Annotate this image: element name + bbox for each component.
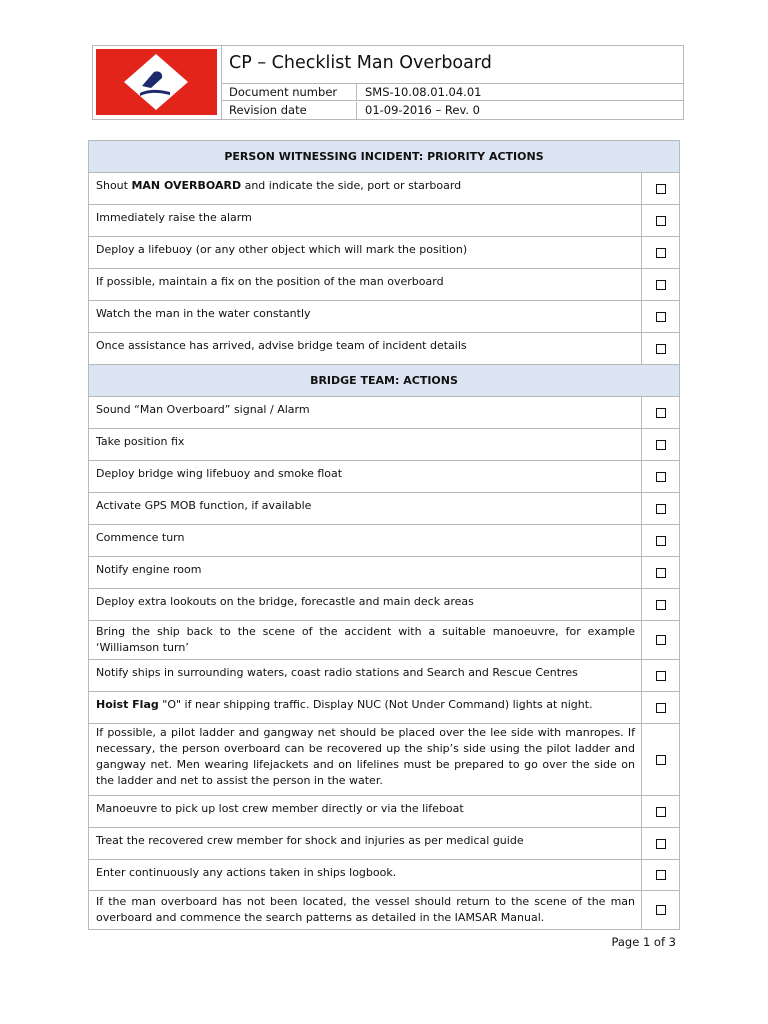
checkbox[interactable] bbox=[656, 408, 666, 418]
checkbox[interactable] bbox=[656, 184, 666, 194]
checklist-item-text bbox=[89, 333, 642, 364]
checkbox-cell bbox=[642, 860, 679, 890]
item-text-body: Enter continuously any actions taken in ships logbook. bbox=[96, 866, 397, 879]
document-header bbox=[92, 45, 684, 120]
checklist-table bbox=[88, 140, 680, 930]
checklist-item bbox=[89, 796, 679, 828]
item-text-body: If possible, maintain a fix on the position of the man overboard bbox=[96, 275, 444, 288]
checkbox-cell bbox=[642, 621, 679, 659]
item-text-body: Bring the ship back to the scene of the accident with a suitable manoeuvre, for example ‘Williamson turn’ bbox=[96, 625, 635, 654]
item-text-body: If the man overboard has not been located, the vessel should return to the scene of the man overboard and commence the search patterns as detailed in the IAMSAR Manual. bbox=[96, 895, 635, 924]
checkbox[interactable] bbox=[656, 312, 666, 322]
checkbox-cell bbox=[642, 891, 679, 929]
checklist-item bbox=[89, 333, 679, 365]
checklist-item bbox=[89, 173, 679, 205]
checklist-item-text bbox=[89, 173, 642, 204]
checkbox-cell bbox=[642, 301, 679, 332]
checklist-item-text bbox=[89, 525, 642, 556]
checkbox[interactable] bbox=[656, 807, 666, 817]
revision-date-value: 01-09-2016 – Rev. 0 bbox=[365, 103, 480, 117]
revision-date-label: Revision date bbox=[222, 102, 357, 119]
checklist-item-text bbox=[89, 724, 642, 795]
item-text-body: Sound “Man Overboard” signal / Alarm bbox=[96, 403, 310, 416]
revision-date-row bbox=[222, 102, 683, 119]
section-heading: BRIDGE TEAM: ACTIONS bbox=[89, 365, 679, 397]
item-text-emphasis: MAN OVERBOARD bbox=[131, 179, 242, 192]
logo-cell bbox=[93, 46, 222, 119]
document-number-row bbox=[222, 84, 683, 101]
checkbox-cell bbox=[642, 724, 679, 795]
checklist-item-text bbox=[89, 205, 642, 236]
checkbox[interactable] bbox=[656, 536, 666, 546]
item-text-body: Activate GPS MOB function, if available bbox=[96, 499, 312, 512]
checklist-item bbox=[89, 429, 679, 461]
checkbox-cell bbox=[642, 692, 679, 723]
item-text-body: Treat the recovered crew member for shock and injuries as per medical guide bbox=[96, 834, 524, 847]
checklist-item bbox=[89, 724, 679, 796]
checkbox[interactable] bbox=[656, 870, 666, 880]
item-text-body: Manoeuvre to pick up lost crew member directly or via the lifeboat bbox=[96, 802, 464, 815]
checkbox[interactable] bbox=[656, 568, 666, 578]
item-text-lead: Shout bbox=[96, 179, 132, 192]
checklist-item bbox=[89, 828, 679, 860]
checkbox-cell bbox=[642, 333, 679, 364]
section-heading: PERSON WITNESSING INCIDENT: PRIORITY ACTIONS bbox=[89, 141, 679, 173]
checkbox-cell bbox=[642, 557, 679, 588]
checklist-item-text bbox=[89, 237, 642, 268]
checkbox-cell bbox=[642, 429, 679, 460]
checklist-item-text bbox=[89, 692, 642, 723]
checklist-item-text bbox=[89, 621, 642, 659]
document-number-value: SMS-10.08.01.04.01 bbox=[365, 85, 482, 99]
checklist-item-text bbox=[89, 557, 642, 588]
checkbox[interactable] bbox=[656, 635, 666, 645]
checkbox[interactable] bbox=[656, 216, 666, 226]
checkbox-cell bbox=[642, 660, 679, 691]
checkbox-cell bbox=[642, 493, 679, 524]
checklist-item-text bbox=[89, 461, 642, 492]
checklist-item bbox=[89, 525, 679, 557]
item-text-body: Notify engine room bbox=[96, 563, 202, 576]
checkbox[interactable] bbox=[656, 905, 666, 915]
checkbox-cell bbox=[642, 173, 679, 204]
item-text-emphasis: Hoist Flag bbox=[96, 698, 159, 711]
checkbox[interactable] bbox=[656, 703, 666, 713]
item-text-body: If possible, a pilot ladder and gangway net should be placed over the lee side with manropes. If necessary, the person overboard can be recovered up the ship’s side using the pilot ladder and gangway net. Men wearing lifejackets and on lifelines must be prepared to go over the side on the ladder and net to assist the person in the water. bbox=[96, 726, 635, 787]
checkbox-cell bbox=[642, 205, 679, 236]
document-title: CP – Checklist Man Overboard bbox=[222, 46, 683, 84]
checklist-item bbox=[89, 692, 679, 724]
checklist-item-text bbox=[89, 269, 642, 300]
checklist-item-text bbox=[89, 891, 642, 929]
checklist-item bbox=[89, 461, 679, 493]
item-text-body: Notify ships in surrounding waters, coast radio stations and Search and Rescue Centres bbox=[96, 666, 578, 679]
page-number: Page 1 of 3 bbox=[611, 935, 676, 949]
checklist-item bbox=[89, 237, 679, 269]
checkbox[interactable] bbox=[656, 600, 666, 610]
checklist-item bbox=[89, 860, 679, 891]
checkbox[interactable] bbox=[656, 671, 666, 681]
checklist-item-text bbox=[89, 796, 642, 827]
checklist-item-text bbox=[89, 860, 642, 890]
checklist-item bbox=[89, 205, 679, 237]
item-text-body: Watch the man in the water constantly bbox=[96, 307, 311, 320]
checkbox-cell bbox=[642, 796, 679, 827]
item-text-body: "O" if near shipping traffic. Display NUC (Not Under Command) lights at night. bbox=[158, 698, 593, 711]
item-text-body: Commence turn bbox=[96, 531, 185, 544]
checkbox[interactable] bbox=[656, 440, 666, 450]
checkbox-cell bbox=[642, 237, 679, 268]
checkbox[interactable] bbox=[656, 839, 666, 849]
checklist-item bbox=[89, 301, 679, 333]
checklist-item-text bbox=[89, 589, 642, 620]
checklist-item-text bbox=[89, 493, 642, 524]
checkbox-cell bbox=[642, 828, 679, 859]
checklist-item-text bbox=[89, 429, 642, 460]
checklist-item-text bbox=[89, 301, 642, 332]
checkbox[interactable] bbox=[656, 755, 666, 765]
checklist-item bbox=[89, 660, 679, 692]
checklist-item-text bbox=[89, 397, 642, 428]
item-text-body: Once assistance has arrived, advise bridge team of incident details bbox=[96, 339, 467, 352]
checkbox[interactable] bbox=[656, 344, 666, 354]
checkbox-cell bbox=[642, 397, 679, 428]
checkbox[interactable] bbox=[656, 472, 666, 482]
item-text-body: Deploy extra lookouts on the bridge, forecastle and main deck areas bbox=[96, 595, 474, 608]
item-text-body: Immediately raise the alarm bbox=[96, 211, 252, 224]
checkbox-cell bbox=[642, 589, 679, 620]
checkbox-cell bbox=[642, 461, 679, 492]
checklist-item bbox=[89, 269, 679, 301]
checklist-item bbox=[89, 557, 679, 589]
checklist-item-text bbox=[89, 828, 642, 859]
checkbox-cell bbox=[642, 269, 679, 300]
document-number-label: Document number bbox=[222, 84, 357, 100]
item-text-body: and indicate the side, port or starboard bbox=[241, 179, 462, 192]
company-logo bbox=[96, 49, 217, 115]
item-text-body: Deploy a lifebuoy (or any other object which will mark the position) bbox=[96, 243, 468, 256]
checkbox[interactable] bbox=[656, 280, 666, 290]
checklist-item bbox=[89, 493, 679, 525]
item-text-body: Deploy bridge wing lifebuoy and smoke float bbox=[96, 467, 343, 480]
checklist-item-text bbox=[89, 660, 642, 691]
checklist-item bbox=[89, 621, 679, 660]
checkbox-cell bbox=[642, 525, 679, 556]
checkbox[interactable] bbox=[656, 504, 666, 514]
item-text-body: Take position fix bbox=[96, 435, 185, 448]
checklist-item bbox=[89, 589, 679, 621]
checklist-item bbox=[89, 397, 679, 429]
checkbox[interactable] bbox=[656, 248, 666, 258]
checklist-item bbox=[89, 891, 679, 929]
